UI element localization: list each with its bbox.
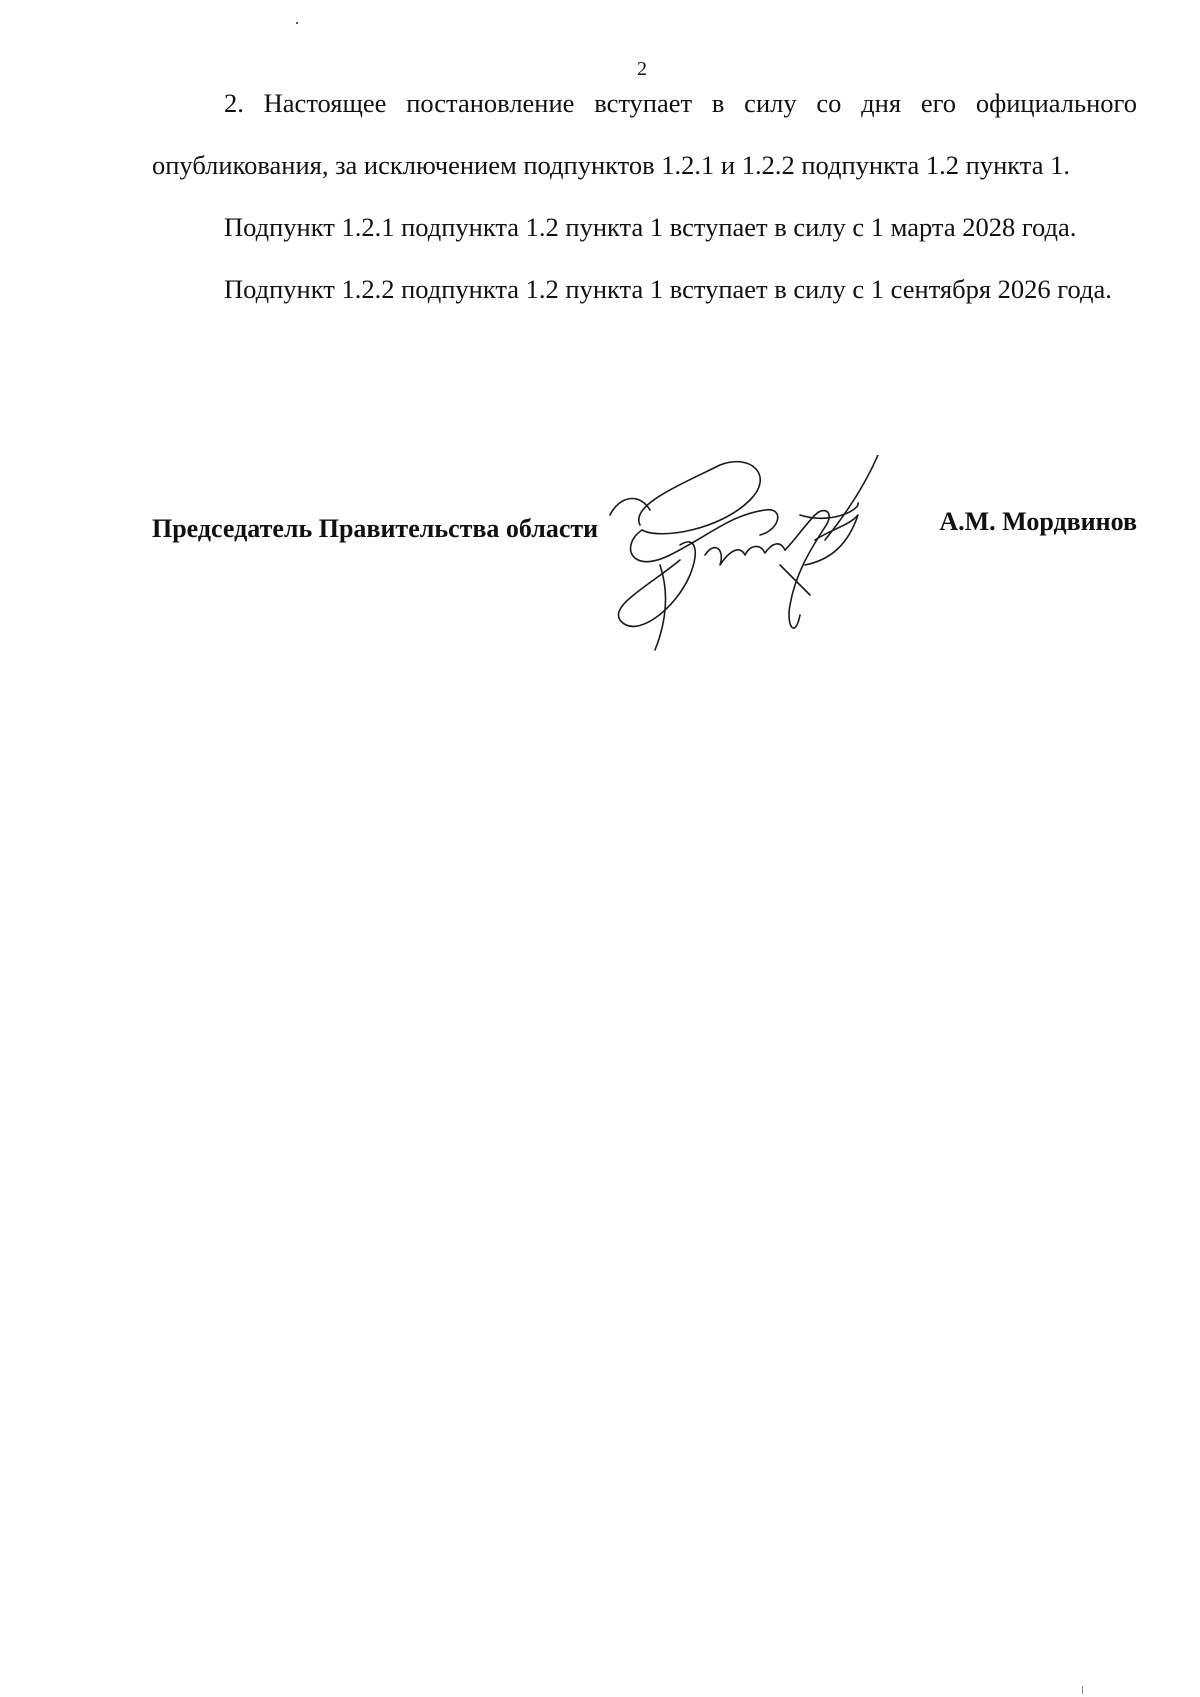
handwritten-signature-icon bbox=[600, 455, 960, 665]
scan-dot bbox=[296, 22, 298, 24]
paragraph-subpoint-1-2-2: Подпункт 1.2.2 подпункта 1.2 пункта 1 вступает в силу с 1 сентября 2026 года. bbox=[224, 274, 1112, 304]
paragraph-subpoint-1-2-1: Подпункт 1.2.1 подпункта 1.2 пункта 1 вступает в силу с 1 марта 2028 года. bbox=[224, 212, 1077, 242]
signatory-title: Председатель Правительства области bbox=[152, 514, 599, 543]
signatory-name: А.М. Мордвинов bbox=[939, 507, 1137, 536]
paragraph-effective-date: 2. Настоящее постановление вступает в силу со дня его официального опубликования, за исключением подпунктов 1.2.1 и 1.2.2 подпункта 1.2 пункта 1. bbox=[152, 88, 1137, 180]
document-body bbox=[152, 72, 1137, 320]
scan-mark bbox=[1082, 1686, 1083, 1694]
page-number: 2 bbox=[637, 58, 647, 80]
